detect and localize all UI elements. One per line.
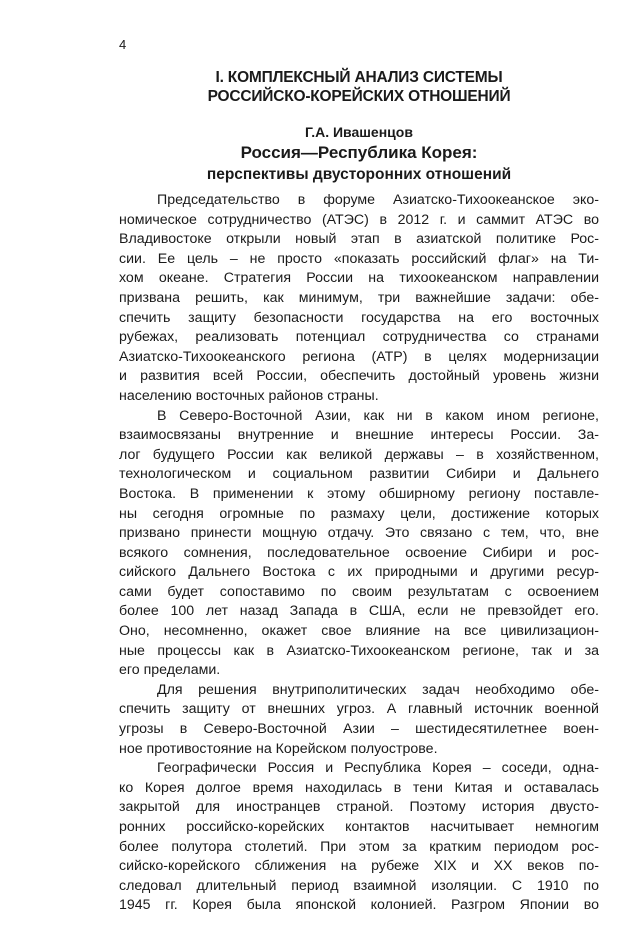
paragraph-line: лог будущего России как великой державы – в хозяйственном, (119, 446, 599, 463)
paragraph-line: ное противостояние на Корейском полуострове. (119, 740, 438, 757)
article-title (119, 142, 599, 185)
paragraph-line: ные процессы как в Азиатско-Тихоокеанском регионе, так и за (119, 642, 599, 659)
paragraph-line: более 100 лет назад Запада в США, если не превзойдет его. (119, 603, 599, 620)
paragraph-line: Азиатско-Тихоокеанского региона (АТР) в целях модернизации (119, 348, 599, 365)
paragraph-line: населению восточных районов страны. (119, 387, 379, 404)
paragraph-line: ны сегодня огромные по размаху цели, достижение которых (119, 505, 599, 522)
paragraph-line: и развития всей России, обеспечить достойный уровень жизни (119, 368, 599, 385)
paragraph-line: более полутора столетий. При этом за кратким периодом рос- (119, 838, 599, 855)
article-title-line: перспективы двусторонних отношений (206, 166, 512, 183)
paragraph-line: спечить защиту от внешних угроз. А главный источник военной (119, 701, 599, 718)
paragraph-line: технологическом и социальном развитии Сибири и Дальнего (119, 466, 599, 483)
paragraph-line: призвана решить, как минимум, три важнейшие задачи: обе- (119, 289, 599, 306)
section-title (119, 68, 599, 106)
paragraph-line: всякого сомнения, последовательное освоение Сибири и рос- (119, 544, 599, 561)
paragraph-line: В Северо-Восточной Азии, как ни в каком ином регионе, (157, 407, 599, 424)
paragraph-line: Востока. В применении к этому обширному региону поставле- (119, 485, 599, 502)
section-title-line: I. КОМПЛЕКСНЫЙ АНАЛИЗ СИСТЕМЫ (215, 69, 503, 86)
paragraph (119, 407, 599, 681)
paragraph-line: Владивостоке открыли новый этап в азиатской политике Рос- (119, 231, 599, 248)
paragraph-line: следовал длительный период взаимной изоляции. С 1910 по (119, 877, 599, 894)
paragraph-line: взаимосвязаны внутренние и внешние интересы России. За- (119, 427, 599, 444)
paragraph-line: ронних российско-корейских контактов насчитывает немногим (119, 819, 599, 835)
paragraph-line: рубежах, реализовать потенциал сотрудничества со странами (119, 329, 599, 346)
paragraph-line: сии. Ее цель – не просто «показать российский флаг» на Ти- (119, 250, 599, 267)
paragraph-line: сийского Дальнего Востока с их природными и другими ресур- (119, 564, 599, 581)
paragraph-line: угрозы в Северо-Восточной Азии – шестидесятилетнее воен- (119, 721, 599, 738)
page-number: 4 (119, 37, 127, 52)
paragraph-line: Оно, несомненно, окажет свое влияние на все цивилизацион- (119, 623, 599, 640)
paragraph (119, 681, 599, 759)
paragraph-line: закрытой для иностранцев страной. Поэтому история двусто- (119, 799, 599, 816)
paragraph-line: сами будет сопоставимо по своим результатам с освоением (119, 583, 599, 600)
paragraph-line: Для решения внутриполитических задач необходимо обе- (157, 681, 599, 698)
paragraph (119, 191, 599, 407)
paragraph (119, 759, 599, 916)
paragraph-line: призвано принести мощную отдачу. Это связано с тем, что, вне (119, 525, 599, 542)
paragraph-line: сийско-корейского сближения на рубеже XIX и XX веков по- (119, 858, 599, 875)
paragraph-line: спечить защиту безопасности государства на его восточных (119, 309, 599, 326)
article-title-line: Россия—Республика Корея: (240, 143, 478, 162)
paragraph-line: Председательство в форуме Азиатско-Тихоокеанское эко- (157, 192, 599, 208)
article-body (119, 191, 599, 916)
paragraph-line: его пределами. (119, 662, 221, 679)
paragraph-line: хом океане. Стратегия России на тихоокеанском направлении (119, 270, 599, 287)
paragraph-line: Географически Россия и Республика Корея – соседи, однa- (157, 760, 599, 777)
paragraph-line: 1945 гг. Корея была японской колонией. Разгром Японии во (119, 897, 599, 914)
author-name: Г.А. Ивашенцов (305, 124, 413, 140)
paragraph-line: номическое сотрудничество (АТЭС) в 2012 г. и саммит АТЭС во (119, 211, 599, 228)
section-title-line: РОССИЙСКО-КОРЕЙСКИХ ОТНОШЕНИЙ (207, 88, 511, 105)
paragraph-line: ко Корея долгое время находилась в тени Китая и оставалась (119, 779, 599, 796)
